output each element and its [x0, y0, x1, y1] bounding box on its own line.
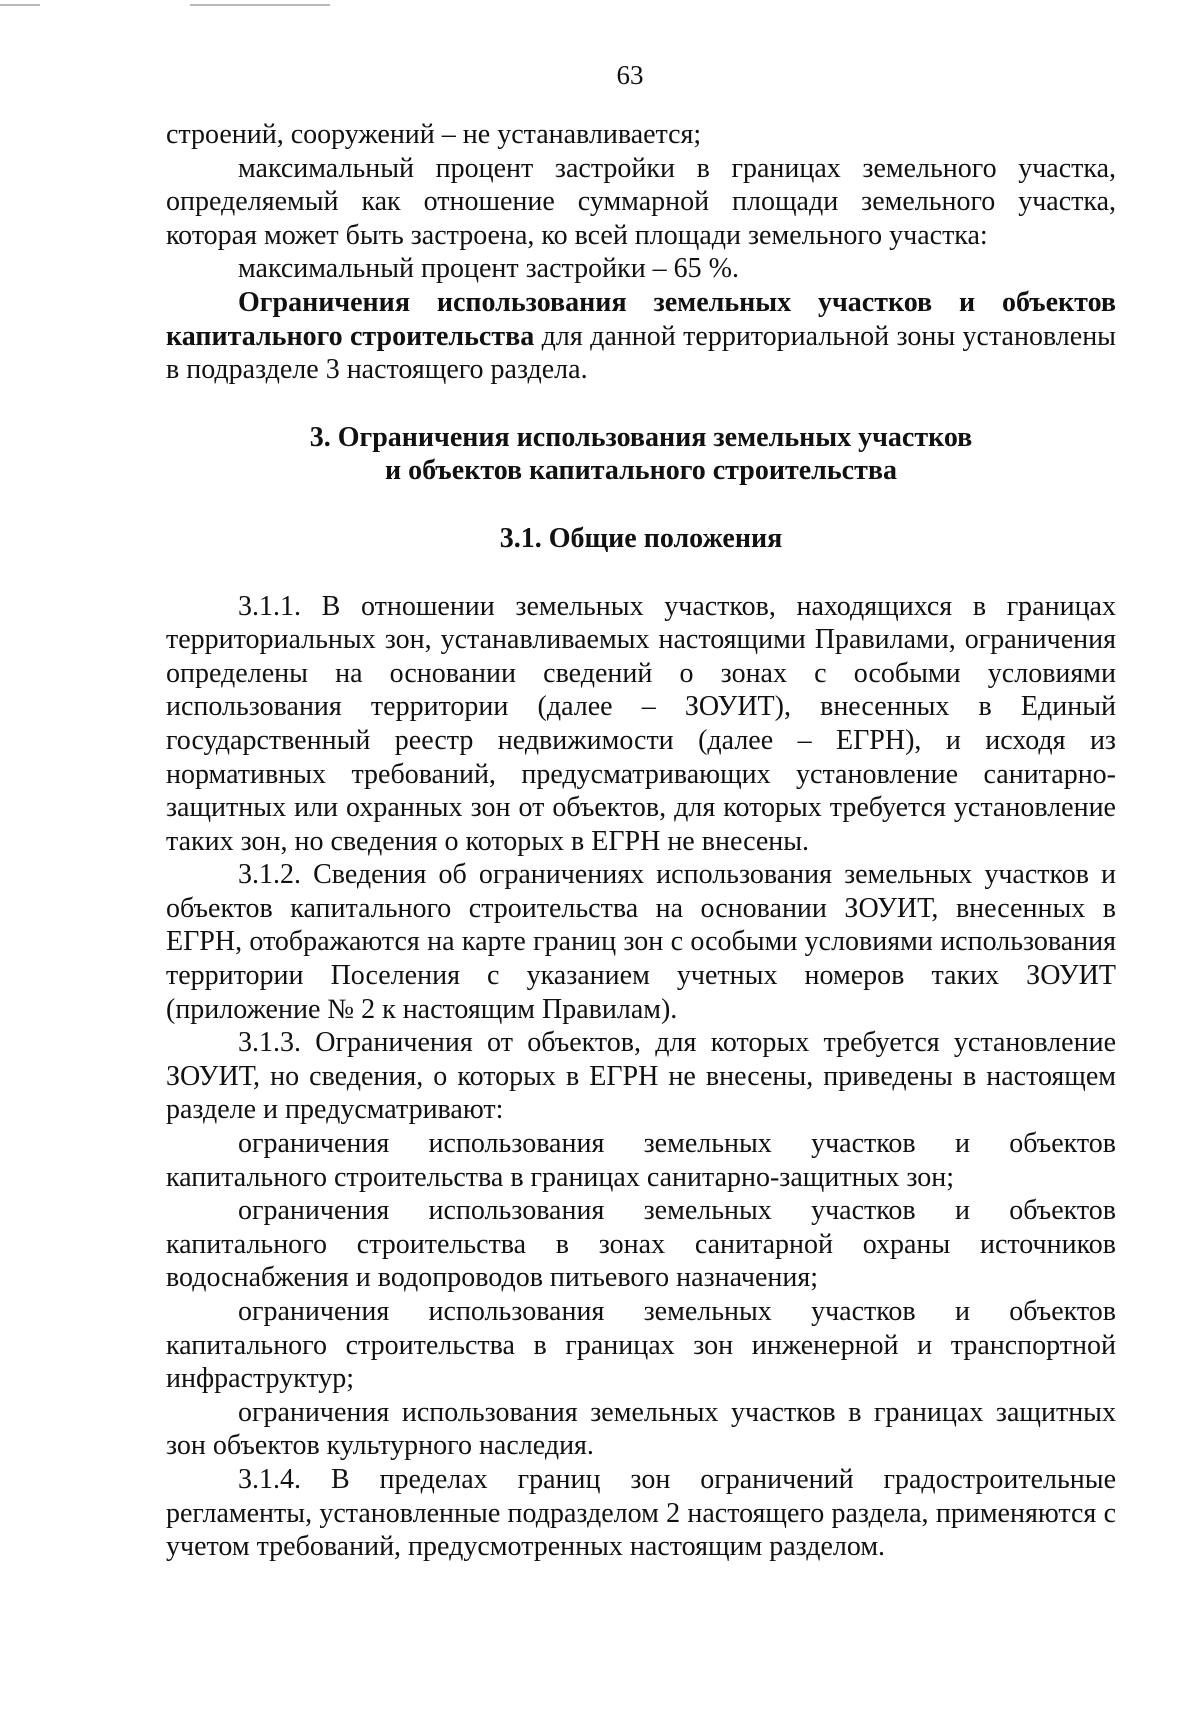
scan-edge-mark [0, 4, 40, 6]
page-body [166, 118, 1116, 1564]
scan-edge-mark [190, 4, 330, 6]
list-item: ограничения использования земельных участков в границах защитных зон объектов культурного наследия. [166, 1396, 1116, 1462]
restriction-note [166, 286, 1116, 387]
section-heading [166, 421, 1116, 488]
paragraph: 3.1.1. В отношении земельных участков, находящихся в границах территориальных зон, устанавливаемых настоящими Правилами, ограничения определены на основании сведений о зонах с особыми условиями использования территории (далее – ЗОУИТ), внесенных в Единый государственный реестр недвижимости (далее – ЕГРН), и исходя из нормативных требований, предусматривающих установление санитарно-защитных или охранных зон от объектов, для которых требуется установление таких зон, но сведения о которых в ЕГРН не внесены. [166, 590, 1116, 857]
list-item: ограничения использования земельных участков и объектов капитального строительства в границах зон инженерной и транспортной инфраструктур; [166, 1296, 1116, 1395]
list-item: ограничения использования земельных участков и объектов капитального строительства в зонах санитарной охраны источников водоснабжения и водопроводов питьевого назначения; [166, 1195, 1116, 1294]
restriction-note-bold: Ограничения использования земельных участков и объектов капитального строительства [166, 286, 1116, 352]
paragraph: 3.1.3. Ограничения от объектов, для которых требуется установление ЗОУИТ, но сведения, о которых в ЕГРН не внесены, приведены в настоящем разделе и предусматривают: [166, 1027, 1116, 1126]
section-title-line: и объектов капитального строительства [385, 455, 897, 487]
paragraph: максимальный процент застройки в границах земельного участка, определяемый как отношение суммарной площади земельного участка, которая может быть застроена, ко всей площади земельного участка: [166, 152, 1116, 251]
list-item: ограничения использования земельных участков и объектов капитального строительства в границах санитарно-защитных зон; [166, 1128, 1116, 1193]
paragraph: 3.1.4. В пределах границ зон ограничений градостроительные регламенты, установленные подразделом 2 настоящего раздела, применяются с учетом требований, предусмотренных настоящим разделом. [166, 1463, 1116, 1563]
subsection-title: 3.1. Общие положения [499, 522, 783, 554]
paragraph: строений, сооружений – не устанавливается; [166, 119, 702, 150]
paragraph: максимальный процент застройки – 65 %. [238, 253, 740, 285]
restriction-note-text: для данной территориальной зоны установлены в подразделе 3 настоящего раздела. [166, 320, 1116, 386]
page-number: 63 [616, 60, 644, 90]
paragraph: 3.1.2. Сведения об ограничениях использования земельных участков и объектов капитального строительства на основании ЗОУИТ, внесенных в ЕГРН, отображаются на карте границ зон с особыми условиями использования территории Поселения с указанием учетных номеров таких ЗОУИТ (приложение № 2 к настоящим Правилам). [166, 859, 1116, 1025]
section-title-line: 3. Ограничения использования земельных участков [309, 421, 973, 453]
section-body [166, 590, 1116, 1564]
